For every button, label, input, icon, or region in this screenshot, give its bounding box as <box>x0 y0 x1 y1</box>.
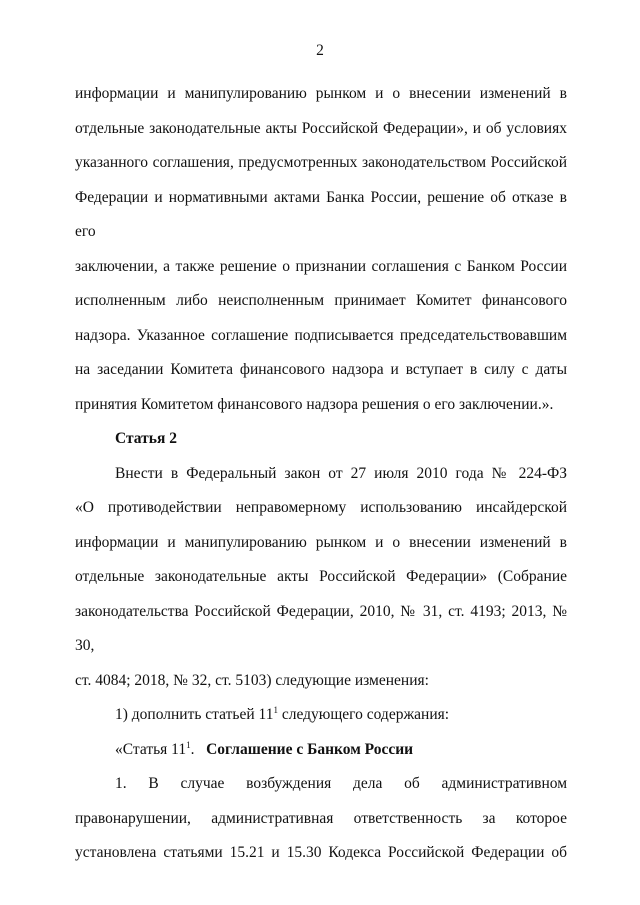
text-line: исполненным либо неисполненным принимает Комитет финансового <box>75 292 567 309</box>
text-line: информации и манипулированию рынком и о внесении изменений в <box>75 533 567 551</box>
text-line: принятия Комитетом финансового надзора решения о его заключении.». <box>75 395 554 413</box>
article-dot: . <box>190 740 195 758</box>
text-line: отдельные законодательные акты Российской Федерации», и об условиях <box>75 119 567 137</box>
superscript-number: 1 <box>186 739 191 750</box>
article-2-paragraph <box>75 457 567 699</box>
text-line: заключении, а также решение о признании соглашения с Банком России <box>75 257 567 275</box>
page-number: 2 <box>316 42 324 59</box>
text-line: установлена статьями 15.21 и 15.30 Кодекса Российской Федерации об <box>75 844 567 861</box>
item-text-prefix: 1) дополнить статьей 11 <box>115 706 274 723</box>
text-line: Федерации и нормативными актами Банка России, решение об отказе в его <box>75 188 567 240</box>
amendment-item-1 <box>75 698 567 733</box>
text-line: правонарушении, административная ответственность за которое <box>75 809 567 827</box>
text-line: Внести в Федеральный закон от 27 июля 2010 года № 224-ФЗ <box>115 464 567 482</box>
text-line: информации и манипулированию рынком и о внесении изменений в <box>75 85 567 102</box>
article-11-1-heading <box>75 733 567 768</box>
superscript-number: 1 <box>273 704 278 715</box>
text-line: указанного соглашения, предусмотренных законодательством Российской <box>75 154 567 171</box>
item-text-suffix: следующего содержания: <box>277 706 450 723</box>
text-line: «О противодействии неправомерному использованию инсайдерской <box>75 499 567 516</box>
article-prefix: «Статья 11 <box>115 740 187 758</box>
text-line: отдельные законодательные акты Российской Федерации» (Собрание <box>75 568 567 585</box>
text-line: законодательства Российской Федерации, 2010, № 31, ст. 4193; 2013, № 30, <box>75 602 567 654</box>
document-body <box>75 77 567 871</box>
article-heading: Статья 2 <box>115 430 177 447</box>
text-line: 1. В случае возбуждения дела об административном <box>115 775 567 792</box>
text-line: ст. 4084; 2018, № 32, ст. 5103) следующие изменения: <box>75 671 429 689</box>
text-line: на заседании Комитета финансового надзора и вступает в силу с даты <box>75 361 567 378</box>
paragraph-continuation <box>75 77 567 422</box>
article-11-1-paragraph <box>75 767 567 871</box>
text-line: надзора. Указанное соглашение подписывается председательствовавшим <box>75 326 567 344</box>
article-title: Соглашение с Банком России <box>206 740 414 758</box>
